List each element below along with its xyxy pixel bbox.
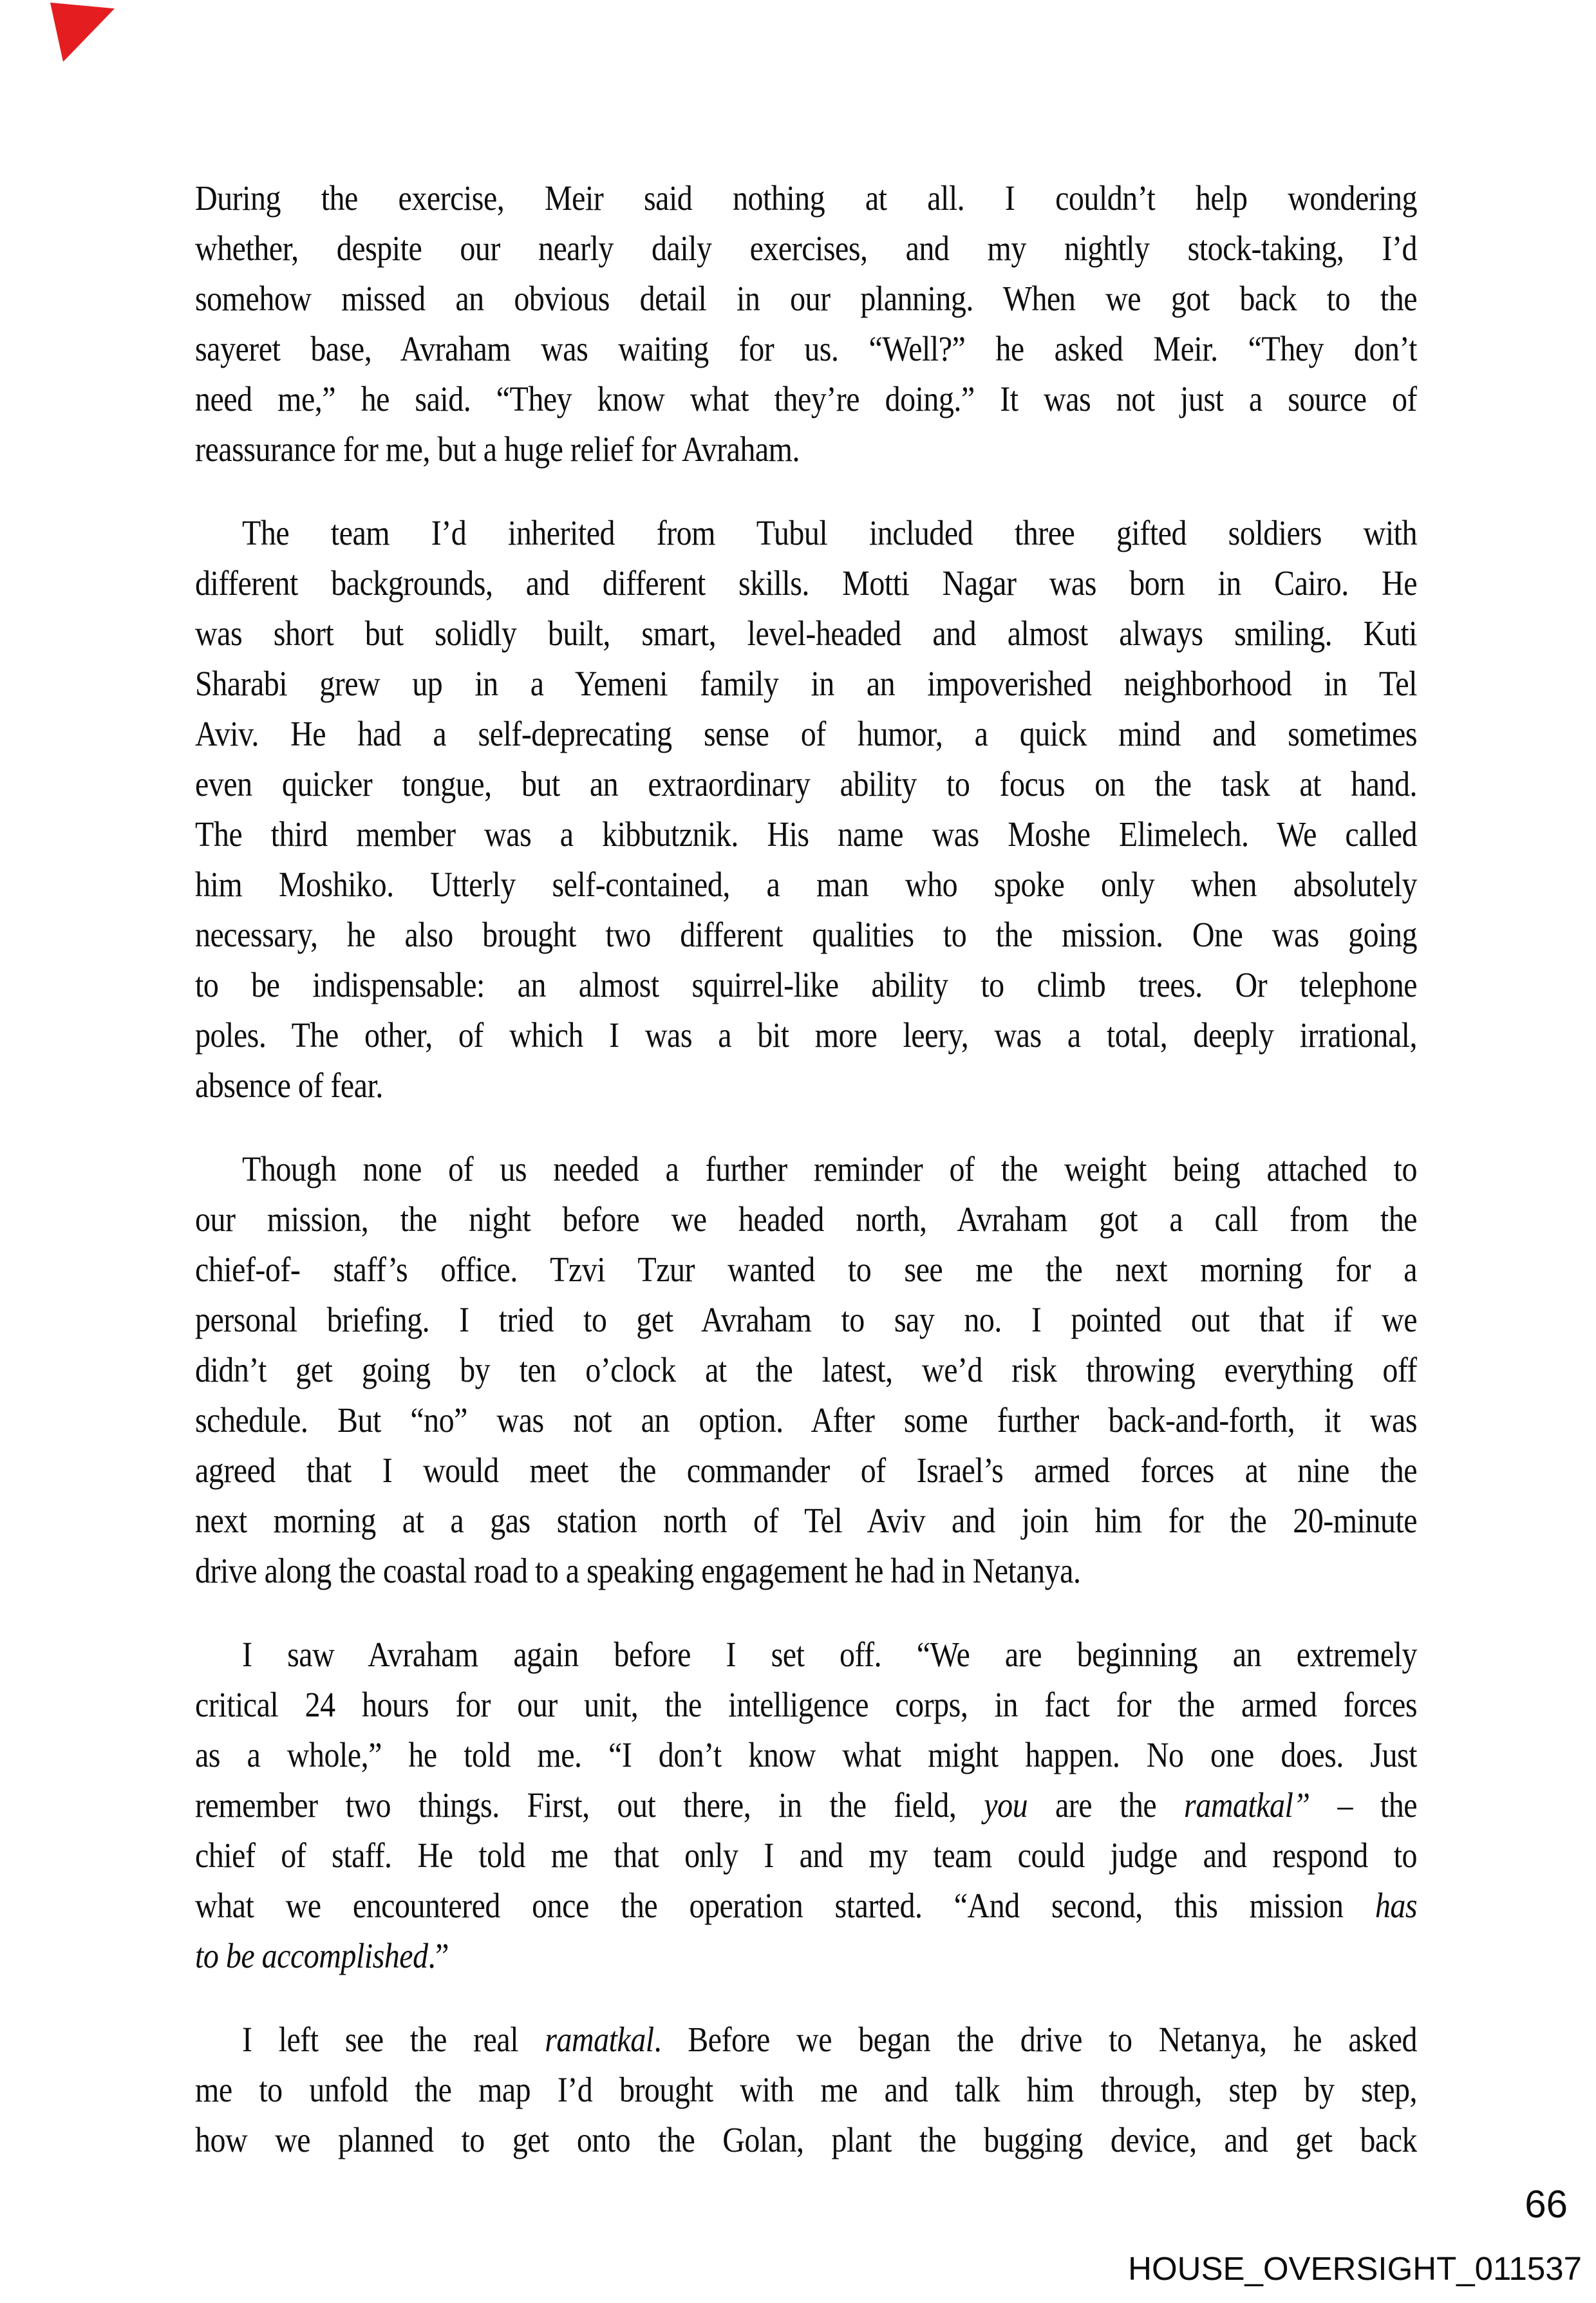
text-line: absence of fear. — [195, 1066, 383, 1105]
paragraph — [195, 1145, 1417, 1597]
text-line: next morning at a gas station north of Tel Aviv and join him for the 20-minute — [195, 1501, 1417, 1541]
text-line: me to unfold the map I’d brought with me and talk him through, step by step, — [195, 2071, 1417, 2110]
text-line: sayeret base, Avraham was waiting for us. “Well?” he asked Meir. “They don’t — [195, 330, 1417, 369]
page-number: 66 — [1525, 2183, 1568, 2226]
paragraph — [195, 174, 1417, 475]
text-line: what we encountered once the operation started. “And second, this mission has — [195, 1886, 1417, 1926]
text-line: necessary, he also brought two different qualities to the mission. One was going — [195, 916, 1417, 955]
text-line: chief-of- staff’s office. Tzvi Tzur wanted to see me the next morning for a — [195, 1250, 1417, 1290]
text-line: our mission, the night before we headed north, Avraham got a call from the — [195, 1200, 1417, 1239]
text-line: even quicker tongue, but an extraordinary ability to focus on the task at hand. — [195, 765, 1417, 804]
paragraph — [195, 509, 1417, 1111]
text-line: as a whole,” he told me. “I don’t know what might happen. No one does. Just — [195, 1736, 1417, 1775]
text-line: chief of staff. He told me that only I and my team could judge and respond to — [195, 1836, 1417, 1875]
text-line: The team I’d inherited from Tubul included three gifted soldiers with — [242, 514, 1417, 553]
text-line: I left see the real ramatkal. Before we began the drive to Netanya, he asked — [242, 2020, 1417, 2060]
page-text — [195, 174, 1417, 2166]
text-line: Aviv. He had a self-deprecating sense of humor, a quick mind and sometimes — [195, 715, 1417, 754]
text-line: somehow missed an obvious detail in our planning. When we got back to the — [195, 279, 1417, 319]
text-line: need me,” he said. “They know what they’re doing.” It was not just a source of — [195, 380, 1417, 419]
text-line: I saw Avraham again before I set off. “We are beginning an extremely — [242, 1635, 1417, 1675]
text-line: to be accomplished.” — [195, 1937, 449, 1976]
text-line: schedule. But “no” was not an option. After some further back-and-forth, it was — [195, 1401, 1417, 1440]
text-line: to be indispensable: an almost squirrel-like ability to climb trees. Or telephone — [195, 966, 1417, 1005]
paragraph — [195, 1630, 1417, 1982]
text-line: Though none of us needed a further reminder of the weight being attached to — [242, 1150, 1417, 1189]
bates-stamp: HOUSE_OVERSIGHT_011537 — [1128, 2250, 1582, 2287]
text-line: remember two things. First, out there, in the field, you are the ramatkal” – the — [195, 1786, 1417, 1825]
text-line: was short but solidly built, smart, level-headed and almost always smiling. Kuti — [195, 614, 1417, 653]
text-line: During the exercise, Meir said nothing at all. I couldn’t help wondering — [195, 179, 1417, 218]
text-line: whether, despite our nearly daily exercises, and my nightly stock-taking, I’d — [195, 229, 1417, 268]
text-line: The third member was a kibbutznik. His name was Moshe Elimelech. We called — [195, 815, 1417, 854]
text-line: personal briefing. I tried to get Avraham to say no. I pointed out that if we — [195, 1301, 1417, 1340]
text-line: him Moshiko. Utterly self-contained, a man who spoke only when absolutely — [195, 865, 1417, 905]
text-line: critical 24 hours for our unit, the intelligence corps, in fact for the armed forces — [195, 1686, 1417, 1725]
text-line: drive along the coastal road to a speaking engagement he had in Netanya. — [195, 1552, 1081, 1591]
text-line: different backgrounds, and different skills. Motti Nagar was born in Cairo. He — [195, 564, 1417, 603]
text-line: agreed that I would meet the commander of Israel’s armed forces at nine the — [195, 1451, 1417, 1490]
paragraph — [195, 2015, 1417, 2166]
text-line: poles. The other, of which I was a bit more leery, was a total, deeply irrational, — [195, 1016, 1417, 1055]
text-line: how we planned to get onto the Golan, plant the bugging device, and get back — [195, 2121, 1417, 2160]
text-line: reassurance for me, but a huge relief for Avraham. — [195, 430, 800, 469]
text-line: didn’t get going by ten o’clock at the latest, we’d risk throwing everything off — [195, 1351, 1417, 1390]
red-corner-mark — [50, 3, 115, 62]
text-line: Sharabi grew up in a Yemeni family in an impoverished neighborhood in Tel — [195, 664, 1417, 704]
